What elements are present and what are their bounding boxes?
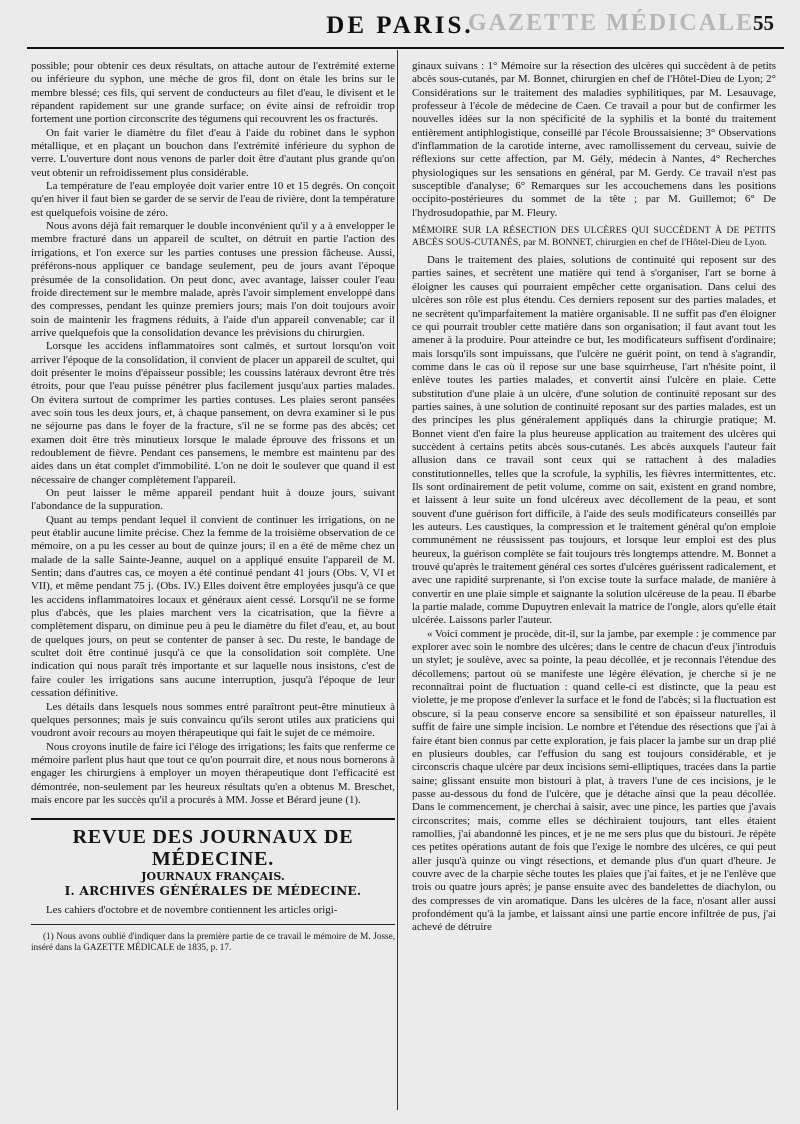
paragraph: Dans le traitement des plaies, solutions de continuité qui reposent sur des parties saines, et secrètent une matière qui tend à s'organiser, l'art se borne à éloigner les causes qui pourraient empêcher cette organisation. Dans celui des ulcères son rôle est plus étendu. Ces derniers reposent sur des parties malades, et ne secrètent qu'imparfaitement la matière organisable. Il ne suffit pas d'en éloigner ce qui pourrait troubler cette matière dans son organisation; il faut avant tout les amener à la produire. Pour atteindre ce but, les modificateurs suffisent d'ordinaire; mais lorsqu'ils sont impuissans, que l'ulcère ne guérit point, on tend à s'agrandir, comme dans le cas où il repose sur une base squirrheuse, l'art n'hésite point, il enlève toutes les parties malades, et convertit ainsi l'ulcère en plaie. Cette substitution d'une plaie à un ulcère, d'une solution de continuité reposant sur des parties saines, à une solution de continuité reposant sur des parties malades, est un des principes les plus généralement appliqués dans la chirurgie pratique; M. Bonnet vient d'en faire la plus heureuse application au traitement des ulcères qui succèdent à certains petits abcès sous-cutanés. Les abcès auxquels l'auteur fait allusion dans ce travail sont ceux qui se rattachent à des maladies constitutionnelles, telles que la scrofule, la syphilis, les fièvres intermittentes, etc. Ils sont ordinairement de petit volume, comme on sait, existent en grand nombre, et laissent à leur suite un fond ulcéreux avec décollement de la peau, et sont souvent d'une guérison fort difficile, à l'aide des seuls modificateurs conseillés par les auteurs. Les caustiques, la compression et le traitement général qu'on emploie communément ne réussissent pas toujours, et lorsque leur emploi est des plus heureux, la guérison complète se fait toujours très longtemps attendre. M. Bonnet a trouvé qu'après le traitement général ces sortes d'ulcères guérissent radicalement, et avec une rapidité surprenante, si l'on excise toute la surface malade, de manière à convertir en une plaie simple et saignante la solution ulcéreuse de la peau. Il ébarbe la partie malade, comme Dupuytren enlevait la matrice de l'ongle, alors qu'elle était ulcérée. Laissons parler l'auteur. (412, 254, 776, 627)
running-title: DE PARIS. (326, 12, 474, 39)
left-column (31, 60, 395, 1090)
paragraph: On peut laisser le même appareil pendant huit à douze jours, suivant l'abondance de la suppuration. (31, 487, 395, 513)
section-rule (31, 818, 395, 820)
paragraph: Nous avons déjà fait remarquer le double inconvénient qu'il y a à envelopper le membre fracturé dans un appareil de scultet, on détruit en partie l'action des irrigations, et l'on exerce sur les parties contuses une pression fâcheuse. Aussi, préférons-nous appliquer ce bandage seulement, peu de jours avant l'époque présumée de la consolidation. On peut donc, avec avantage, laisser couler l'eau froide directement sur le membre malade, après l'avoir simplement enveloppé dans des compresses, pendant les quinze premiers jours; mais l'on doit toujours avoir soin de maintenir les fragmens réduits, à l'aide d'un appareil convenable; car il arrive quelquefois que la consolidation devance les prévisions du chirurgien. (31, 220, 395, 339)
bleed-through-title: GAZETTE MÉDICALE (468, 10, 755, 36)
column-divider (397, 50, 398, 1110)
article-title: MÉMOIRE SUR LA RÉSECTION DES ULCÈRES QUI SUCCÈDENT À DE PETITS ABCÈS SOUS-CUTANÉS, par M. BONNET, chirurgien en chef de l'Hôtel-Dieu de Lyon. (412, 225, 776, 249)
paragraph: On fait varier le diamètre du filet d'eau à l'aide du robinet dans le syphon métallique, et en plaçant un bouchon dans l'extrémité inférieure du syphon de verre. L'ouverture dont nous venons de parler doit être d'autant plus grande qu'on veut obtenir un refroidissement plus considérable. (31, 126, 395, 179)
section-heading: REVUE DES JOURNAUX DE MÉDECINE. (72, 826, 354, 871)
quoted-paragraph: « Voici comment je procède, dit-il, sur la jambe, par exemple : je commence par explorer avec soin le nombre des ulcères; dans le centre de chacun d'eux j'introduis un stylet; je soulève, avec sa pointe, la peau décollée, et je reconnais l'étendue des décollemens; partout où se manifeste une légère élévation, je cherche si je ne reconnaîtrai point de fluctuation : quand celle-ci est distincte, que la peau est violette, je me propose d'enlever la surface et le fond de l'abcès; si la fluctuation est obscure, si la peau conserve encore sa sensibilité et son épaisseur naturelles, il suffit de faire une simple incision. Le nombre et l'étendue des résections que j'ai à faire étant bien connus par cette exploration, je fais placer la jambe sur un drap plié en plusieurs doubles, car l'effusion du sang est toujours considérable, et je circonscris chaque ulcère par deux incisions semi-elliptiques, tracées dans la partie saine; glissant ensuite mon bistouri à plat, à travers l'une de ces incisions, je le passe au-dessous du fond de l'ulcère, que je détache ainsi que la peau décollée. Dans le commencement, je cherchai à saisir, avec une pince, les parties que j'avais circonscrites; mais, comme elles se déchiraient toujours, tant elles étaient ramollies, j'ai abandonné les pinces, et je ne me sers plus que du bistouri. Je répète ces petites opérations autant de fois que l'exige le nombre des ulcères, ce qui peut aller jusqu'à quinze ou vingt résections, et demande plus d'un quart d'heure. Je couvre avec de la charpie sèche toutes les plaies que j'ai faites, et je ne l'enlève que trois ou quatre jours après; je panse ensuite avec des bandelettes de diachylon, ou des compresses de vin aromatique. Dans les ulcères de la face, n'osant aller aussi profondément qu'à la jambe, et laissant ainsi une partie encore infiltrée de pus, j'ai achevé de détruire (412, 627, 776, 934)
paragraph: Les cahiers d'octobre et de novembre contiennent les articles origi- (46, 904, 338, 917)
right-column (412, 60, 776, 1118)
paragraph: ginaux suivans : 1° Mémoire sur la résection des ulcères qui succèdent à de petits abcès sous-cutanés, par M. Bonnet, chirurgien en chef de l'Hôtel-Dieu de Lyon; 2° Considérations sur le traitement des maladies syphilitiques, par M. Lesauvage, professeur à l'école de médecine de Caen. Ce travail a pour but de confirmer les nouvelles idées sur la non spécificité de la syphilis et la bonté du traitement entièrement antiphlogistique, conseillé par l'école Broussaisienne; 3° Observations d'inflammation de la carotide interne, avec ramollissement du cerveau, suivie de réflexions sur cette affection, par M. Gély, médecin à Nantes, 4° Recherches physiologiques sur les sensations en général, par M. Gerdy. Ce travail n'est pas susceptible d'analyse; 6° Remarques sur les accouchemens dans les positions occipito-postérieures du sommet de la tête ; par M. Guillemot; 6° De l'hydrosudopathie, par M. Fleury. (412, 60, 776, 219)
paragraph: Quant au temps pendant lequel il convient de continuer les irrigations, on ne peut établir aucune limite précise. Chez la femme de la troisième observation de ce mémoire, on a pu les cesser au bout de quinze jours; il en a été de même chez un malade de la salle Sainte-Jeanne, auquel on a appliqué ensuite l'appareil de M. Sentin; dans d'autres cas, ce moyen a été continué pendant 41 jours (Obs. V, VI et VII), et même pendant 75 j. (Obs. IV.) Elles doivent être employées jusqu'à ce que les accidens inflammatoires locaux et généraux aient cessé. Lorsqu'il ne se forme plus d'abcès, que les plaies marchent vers la cicatrisation, que la fièvre a complètement disparu, on diminue peu à peu le diamètre du filet d'eau, et, au bout de quelques jours, on peut se contenter de panser à sec. Du reste, le bandage de scultet doit être continué jusqu'à ce que la consolidation soit complète. Une indication qui nous paraît très importante et sur laquelle nous insistons, c'est de faire couler les irrigations sans aucune interruption, jusqu'à l'époque de leur cessation définitive. (31, 513, 395, 700)
paragraph: possible; pour obtenir ces deux résultats, on attache autour de l'extrémité externe ou inférieure du syphon, une mèche de gros fil, dont on étale les brins sur le membre blessé; ces fils, qui servent de conducteurs au filet d'eau, le divisent et le répandent rapidement sur une grande surface; on évite ainsi de refroidir trop fortement une portion circonscrite des tégumens qui recouvrent les os fracturés. (31, 60, 395, 126)
footnote: (1) Nous avons oublié d'indiquer dans la première partie de ce travail le mémoire de M. Josse, inséré dans la GAZETTE MÉDICALE de 1835, p. 17. (31, 930, 395, 952)
page-header (0, 0, 800, 46)
paragraph: Lorsque les accidens inflammatoires sont calmés, et surtout lorsqu'on voit arriver l'époque de la consolidation, il convient de placer un appareil de scultet, qui doit présenter le moins d'épaisseur possible; les coussins latéraux devront être très étroits, pour que l'eau puisse pénétrer plus facilement jusqu'aux parties malades. On évitera surtout de comprimer les parties contuses. Les plaies seront pansées avec soin tous les deux jours, et, à chaque pansement, on devra examiner si le pus ne séjourne pas dans le foyer de la fracture, s'il ne se forme pas des abcès; cet examen doit être très minutieux lorsque le malade éprouve des frissons et un redoublement de fièvre. Pendant ces pansemens, le membre est maintenu par des aides dans un état complet d'immobilité. L'on ne doit le soulever que quand il est nécessaire de changer complètement l'appareil. (31, 340, 395, 486)
section-subheading: JOURNAUX FRANÇAIS. (141, 870, 285, 884)
paragraph: Les détails dans lesquels nous sommes entré paraîtront peut-être minutieux à quelques personnes; mais je suis convaincu qu'ils seront utiles aux praticiens qui voudront avoir recours au moyen thérapeutique qui fait le sujet de ce mémoire. (31, 700, 395, 740)
footnote-rule (31, 924, 395, 925)
page-number: 55 (753, 11, 774, 35)
header-rule (27, 47, 784, 49)
paragraph: La température de l'eau employée doit varier entre 10 et 15 degrés. On conçoit qu'en hiver il faut bien se garder de se servir de l'eau de rivière, dont la température est quelquefois voisine de zéro. (31, 180, 395, 219)
journal-heading: I. ARCHIVES GÉNÉRALES DE MÉDECINE. (64, 884, 362, 899)
paragraph: Nous croyons inutile de faire ici l'éloge des irrigations; les faits que renferme ce mémoire parlent plus haut que tout ce qu'on pourrait dire, et nous nous bornerons à engager les chirurgiens à employer un moyen thérapeutique dont l'efficacité est démontrée, non-seulement par les heureux résultats qu'en a obtenus M. Breschet, mais encore par les succès qu'il a procurés à MM. Josse et Bérard jeune (1). (31, 740, 395, 806)
